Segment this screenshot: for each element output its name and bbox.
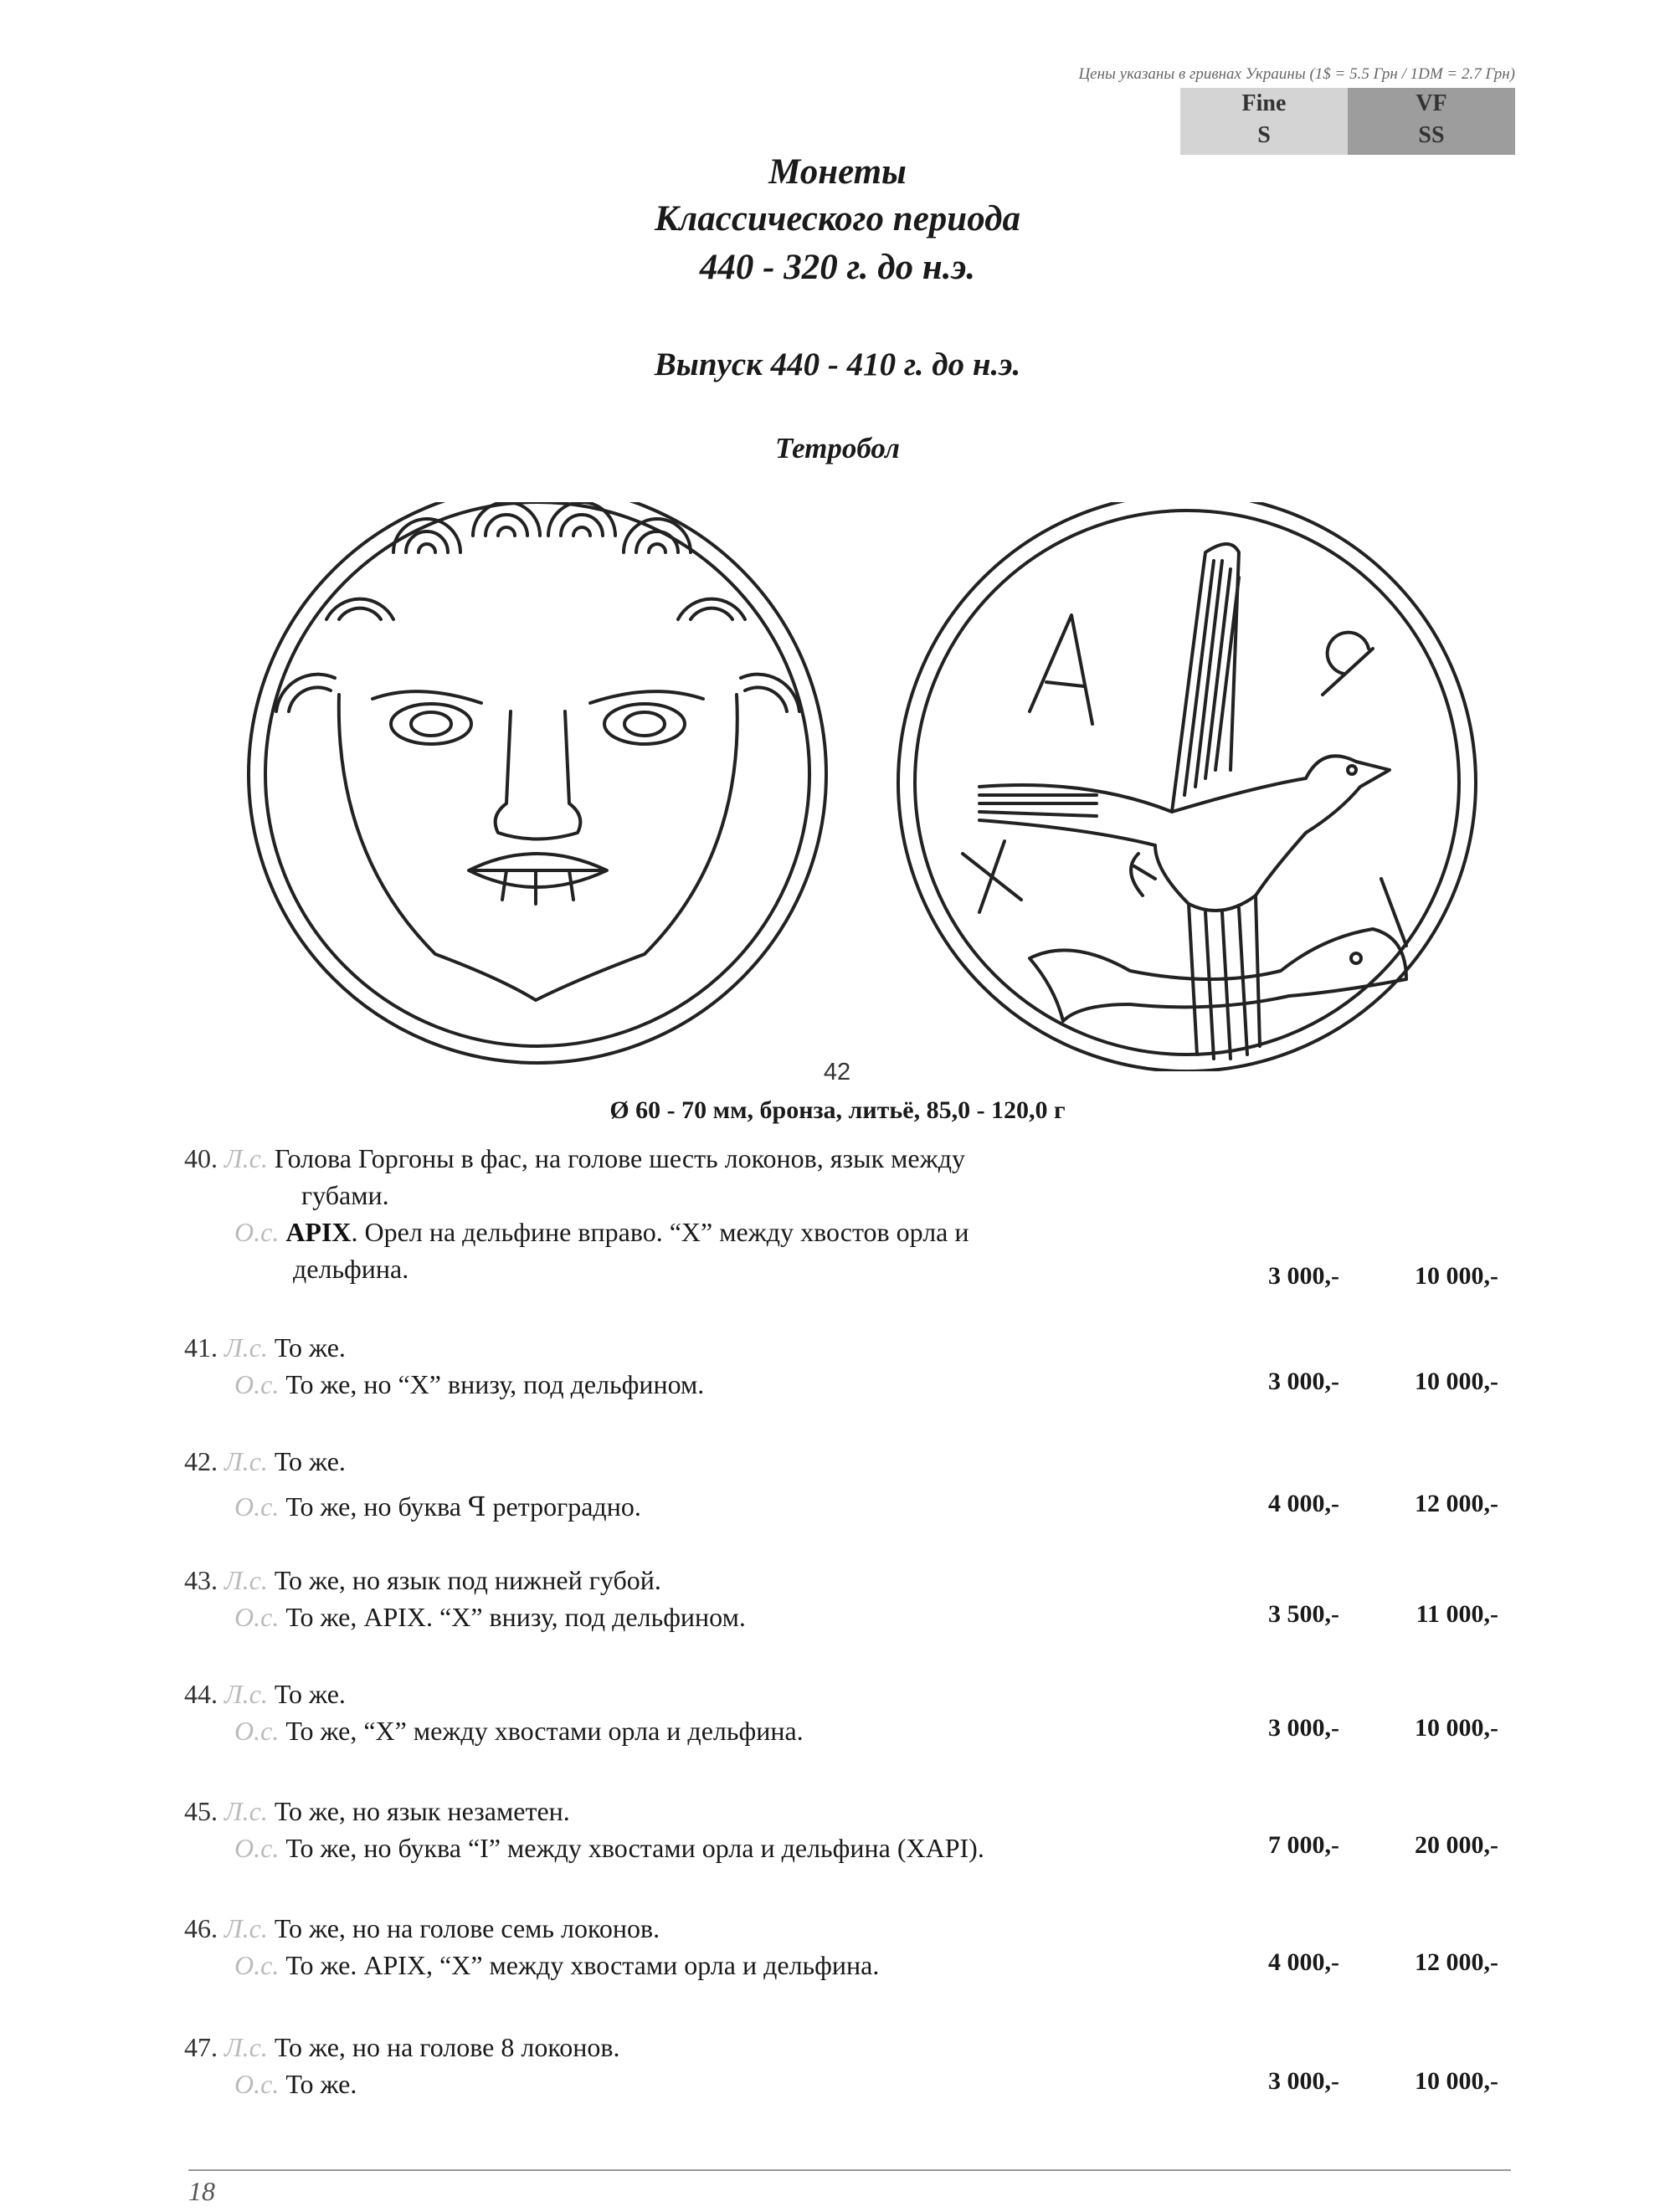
- eagle-body: [979, 756, 1390, 911]
- dolphin: [1030, 929, 1406, 1021]
- grade-s-label: S: [1257, 122, 1271, 148]
- entry-number: 40.: [184, 1143, 218, 1173]
- catalog-entry-44: [184, 1676, 1189, 1749]
- price-fine: 3 000,-: [1268, 1368, 1339, 1395]
- reverse-text: То же.: [285, 2069, 357, 2099]
- obverse-text: То же, но язык незаметен.: [274, 1796, 570, 1826]
- entry-obverse: [184, 2029, 1189, 2066]
- grade-column-fine: [1180, 88, 1348, 155]
- price-vf: 10 000,-: [1415, 1368, 1498, 1395]
- price-fine: 3 500,-: [1268, 1600, 1339, 1628]
- entry-number: 43.: [184, 1565, 218, 1595]
- price-fine: 3 000,-: [1268, 1262, 1339, 1290]
- catalog-entry-47: [184, 2029, 1189, 2102]
- obverse-label: Л.с.: [224, 1332, 268, 1363]
- reverse-text: То же, “Х” между хвостами орла и дельфина.: [285, 1716, 804, 1746]
- coin-illustration: [0, 502, 1675, 1071]
- reverse-text: . Орел на дельфине вправо. “Х” между хвостов орла и: [351, 1217, 969, 1247]
- price-fine: 4 000,-: [1268, 1490, 1339, 1517]
- grade-ss-label: SS: [1418, 122, 1445, 148]
- entry-number: 47.: [184, 2032, 218, 2062]
- reverse-label: О.с.: [234, 1491, 280, 1522]
- catalog-entry-42: [184, 1443, 1189, 1525]
- coin-reverse: [898, 502, 1476, 1071]
- entry-reverse: [184, 2066, 1189, 2102]
- reverse-label: О.с.: [234, 1833, 280, 1863]
- obverse-label: Л.с.: [224, 1565, 268, 1595]
- reverse-text: То же. АРІХ, “Х” между хвостами орла и дельфина.: [285, 1950, 880, 1980]
- entry-reverse: [184, 1214, 1189, 1250]
- reverse-legend: АРІХ: [285, 1217, 352, 1247]
- price-note: Цены указаны в гривнах Украины (1$ = 5.5 Грн / 1DM = 2.7 Грн): [1078, 65, 1515, 83]
- obverse-label: Л.с.: [224, 2032, 268, 2062]
- obverse-text-cont: губами.: [301, 1180, 389, 1210]
- obverse-text: Голова Горгоны в фас, на голове шесть локонов, язык между: [274, 1143, 966, 1173]
- entry-reverse: [184, 1712, 1189, 1749]
- reverse-text: То же, но буква ꟼ ретроградно.: [285, 1491, 641, 1522]
- reverse-label: О.с.: [234, 2069, 280, 2099]
- price-vf: 10 000,-: [1415, 2067, 1498, 2095]
- page-number: 18: [188, 2176, 215, 2206]
- obverse-text: То же, но на голове 8 локонов.: [274, 2032, 620, 2062]
- coin-specification: Ø 60 - 70 мм, бронза, литьё, 85,0 - 120,0 г: [609, 1096, 1066, 1124]
- grade-fine-label: Fine: [1241, 90, 1287, 116]
- entry-obverse: [184, 1329, 1189, 1366]
- footer-rule: [188, 2169, 1511, 2171]
- catalog-entry-43: [184, 1562, 1189, 1635]
- price-fine: 7 000,-: [1268, 1831, 1339, 1859]
- grade-vf-label: VF: [1416, 90, 1447, 116]
- letter-chi: [963, 841, 1021, 912]
- price-vf: 10 000,-: [1415, 1714, 1498, 1742]
- title-line-3: 440 - 320 г. до н.э.: [699, 248, 976, 287]
- catalog-entry-40: [184, 1140, 1189, 1287]
- gorgon-face-outline: [339, 695, 737, 1000]
- obverse-label: Л.с.: [224, 1796, 268, 1826]
- price-fine: 3 000,-: [1268, 1714, 1339, 1742]
- obverse-label: Л.с.: [224, 1143, 268, 1173]
- obverse-label: Л.с.: [224, 1446, 268, 1476]
- obverse-text: То же.: [274, 1332, 346, 1363]
- entry-obverse: [184, 1676, 1189, 1712]
- obverse-label: Л.с.: [224, 1679, 268, 1709]
- entry-reverse: [184, 1366, 1189, 1403]
- entry-obverse: [184, 1910, 1189, 1947]
- letter-rho: [1323, 633, 1373, 695]
- price-vf: 10 000,-: [1415, 1262, 1498, 1290]
- entry-number: 46.: [184, 1913, 218, 1943]
- price-vf: 11 000,-: [1416, 1600, 1498, 1628]
- price-vf: 12 000,-: [1415, 1490, 1498, 1517]
- obverse-text: То же.: [274, 1679, 346, 1709]
- title-line-1: Монеты: [768, 152, 907, 192]
- reverse-label: О.с.: [234, 1217, 280, 1247]
- coin-obverse: [249, 502, 826, 1063]
- obverse-text: То же, но на голове семь локонов.: [274, 1913, 660, 1943]
- price-fine: 4 000,-: [1268, 1948, 1339, 1976]
- denomination-heading: Тетробол: [774, 432, 900, 464]
- entry-number: 41.: [184, 1332, 218, 1363]
- issue-heading: Выпуск 440 - 410 г. до н.э.: [654, 346, 1021, 382]
- entry-obverse: [184, 1443, 1189, 1480]
- entry-reverse: [184, 1599, 1189, 1635]
- reverse-text: То же, но “Х” внизу, под дельфином.: [285, 1369, 705, 1399]
- grade-column-vf: [1348, 88, 1515, 155]
- reverse-label: О.с.: [234, 1369, 280, 1399]
- reverse-label: О.с.: [234, 1716, 280, 1746]
- entry-obverse: [184, 1140, 1189, 1177]
- figure-number: 42: [823, 1059, 851, 1085]
- entry-obverse: [184, 1793, 1189, 1830]
- obverse-text: То же.: [274, 1446, 346, 1476]
- catalog-entry-45: [184, 1793, 1189, 1866]
- letter-alpha: [1030, 615, 1092, 724]
- gorgon-curls: [276, 502, 799, 711]
- obverse-text: То же, но язык под нижней губой.: [274, 1565, 661, 1595]
- obverse-label: Л.с.: [224, 1913, 268, 1943]
- price-vf: 12 000,-: [1415, 1948, 1498, 1976]
- catalog-entry-46: [184, 1910, 1189, 1984]
- reverse-label: О.с.: [234, 1602, 280, 1632]
- reverse-label: О.с.: [234, 1950, 280, 1980]
- title-line-2: Классического периода: [655, 199, 1020, 239]
- reverse-text: То же, АРІХ. “Х” внизу, под дельфином.: [285, 1602, 746, 1632]
- entry-number: 44.: [184, 1679, 218, 1709]
- entry-reverse: [184, 1947, 1189, 1984]
- reverse-text-cont: дельфина.: [293, 1254, 409, 1284]
- entry-reverse: [184, 1830, 1189, 1866]
- price-vf: 20 000,-: [1415, 1831, 1498, 1859]
- reverse-text: То же, но буква “І” между хвостами орла и дельфина (ХАРІ).: [285, 1833, 984, 1863]
- entry-reverse: [184, 1488, 1189, 1525]
- entry-number: 42.: [184, 1446, 218, 1476]
- entry-obverse: [184, 1562, 1189, 1599]
- entry-number: 45.: [184, 1796, 218, 1826]
- catalog-entry-41: [184, 1329, 1189, 1403]
- price-fine: 3 000,-: [1268, 2067, 1339, 2095]
